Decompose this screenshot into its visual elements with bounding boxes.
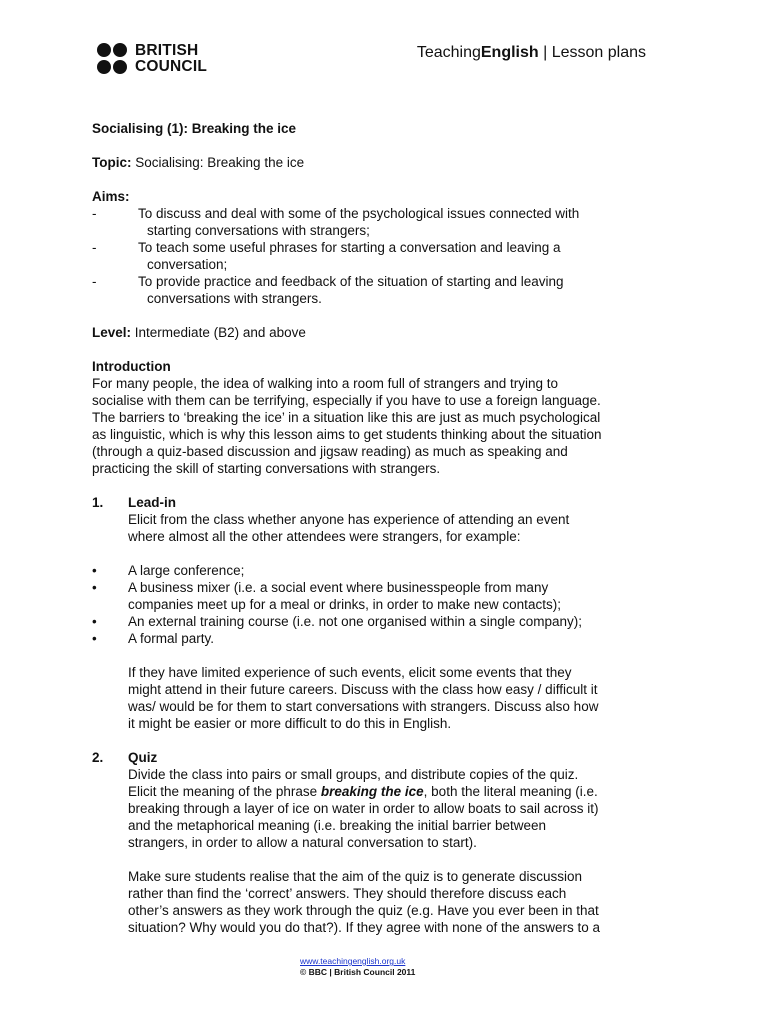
section-2-line: situation? Why would you do that?). If they agree with none of the answers to a bbox=[128, 920, 601, 935]
logo-wordmark bbox=[135, 43, 207, 74]
bullet-item bbox=[92, 613, 682, 630]
bullet-icon: • bbox=[92, 580, 97, 595]
bullet-text-cont: companies meet up for a meal or drinks, in order to make new contacts); bbox=[128, 597, 561, 612]
intro-heading: Introduction bbox=[92, 359, 171, 374]
bullet-icon: • bbox=[92, 631, 97, 646]
section-1-line: Elicit from the class whether anyone has experience of attending an event bbox=[128, 512, 570, 527]
section-2-line: Make sure students realise that the aim of the quiz is to generate discussion bbox=[128, 869, 582, 884]
aim-dash: - bbox=[92, 274, 97, 289]
bullet-text: An external training course (i.e. not one organised within a single company); bbox=[128, 614, 583, 629]
aim-dash: - bbox=[92, 240, 97, 255]
aim-text-cont: conversations with strangers. bbox=[147, 291, 322, 306]
text-fragment: Elicit the meaning of the phrase bbox=[128, 784, 321, 799]
section-2-line: and the metaphorical meaning (i.e. breaking the initial barrier between bbox=[128, 818, 546, 833]
aim-text: To provide practice and feedback of the situation of starting and leaving bbox=[138, 274, 564, 289]
intro-line: (through a quiz-based discussion and jigsaw reading) as much as speaking and bbox=[92, 444, 568, 459]
intro-line: The barriers to ‘breaking the ice’ in a situation like this are just as much psychological bbox=[92, 410, 601, 425]
followup-line: might attend in their future careers. Discuss with the class how easy / difficult it bbox=[128, 682, 598, 697]
topic-line bbox=[92, 154, 682, 171]
intro-line: socialise with them can be terrifying, especially if you have to use a foreign language. bbox=[92, 393, 601, 408]
logo-dots-icon bbox=[97, 43, 127, 75]
logo-line-1: BRITISH bbox=[135, 42, 199, 59]
section-title: Quiz bbox=[128, 750, 158, 765]
section-1-followup bbox=[92, 664, 682, 732]
intro-line: For many people, the idea of walking into a room full of strangers and trying to bbox=[92, 376, 559, 391]
section-number: 2. bbox=[92, 750, 104, 765]
section-2-line: Divide the class into pairs or small groups, and distribute copies of the quiz. bbox=[128, 767, 579, 782]
examples-list bbox=[92, 562, 682, 647]
bullet-item bbox=[92, 630, 682, 647]
aim-item bbox=[92, 273, 682, 290]
bullet-text: A large conference; bbox=[128, 563, 245, 578]
level-label: Level: bbox=[92, 325, 132, 340]
followup-line: If they have limited experience of such events, elicit some events that they bbox=[128, 665, 572, 680]
document-body bbox=[92, 120, 682, 936]
logo-line-2: COUNCIL bbox=[135, 57, 208, 75]
bullet-item bbox=[92, 579, 682, 596]
level-line bbox=[92, 324, 682, 341]
aim-text-cont: conversation; bbox=[147, 257, 228, 272]
section-1-heading bbox=[92, 494, 682, 511]
bullet-icon: • bbox=[92, 563, 97, 578]
level-value: Intermediate (B2) and above bbox=[131, 325, 306, 340]
footer-copyright: © BBC | British Council 2011 bbox=[300, 967, 416, 977]
intro-paragraph bbox=[92, 375, 682, 477]
aim-text: To teach some useful phrases for starting a conversation and leaving a bbox=[138, 240, 561, 255]
aim-text: To discuss and deal with some of the psychological issues connected with bbox=[138, 206, 580, 221]
section-number: 1. bbox=[92, 495, 104, 510]
text-fragment: , both the literal meaning (i.e. bbox=[423, 784, 598, 799]
section-1-line: where almost all the other attendees were strangers, for example: bbox=[128, 529, 521, 544]
aims-label: Aims: bbox=[92, 189, 130, 204]
followup-line: it might be easier or more difficult to do this in English. bbox=[128, 716, 452, 731]
section-2-line: other’s answers as they work through the quiz (e.g. Have you ever been in that bbox=[128, 903, 599, 918]
intro-line: practicing the skill of starting conversations with strangers. bbox=[92, 461, 441, 476]
footer-url-link[interactable]: www.teachingenglish.org.uk bbox=[300, 956, 406, 966]
bullet-icon: • bbox=[92, 614, 97, 629]
emphasised-phrase: breaking the ice bbox=[320, 784, 424, 799]
aims-list bbox=[92, 205, 682, 307]
aim-dash: - bbox=[92, 206, 97, 221]
followup-line: was/ would be for them to start conversations with strangers. Discuss also how bbox=[128, 699, 599, 714]
bullet-item bbox=[92, 562, 682, 579]
brand-english: English bbox=[480, 44, 539, 61]
brand-teaching: Teaching bbox=[416, 44, 481, 61]
aim-item bbox=[92, 239, 682, 256]
header-brand bbox=[417, 44, 646, 62]
topic-value: Socialising: Breaking the ice bbox=[131, 155, 305, 170]
section-2-line bbox=[92, 783, 682, 800]
page-title: Socialising (1): Breaking the ice bbox=[92, 121, 297, 136]
bullet-text: A formal party. bbox=[128, 631, 215, 646]
section-2-heading bbox=[92, 749, 682, 766]
intro-line: as linguistic, which is why this lesson aims to get students thinking about the situation bbox=[92, 427, 602, 442]
aim-text-cont: starting conversations with strangers; bbox=[147, 223, 370, 238]
bullet-text: A business mixer (i.e. a social event where businesspeople from many bbox=[128, 580, 549, 595]
brand-lesson-plans: | Lesson plans bbox=[538, 44, 646, 61]
section-2-line: strangers, in order to allow a natural conversation to start). bbox=[128, 835, 477, 850]
section-title: Lead-in bbox=[128, 495, 177, 510]
section-2-line: breaking through a layer of ice on water in order to allow boats to sail across it) bbox=[128, 801, 599, 816]
topic-label: Topic: bbox=[92, 155, 132, 170]
section-2-line: rather than find the ‘correct’ answers. They should therefore discuss each bbox=[128, 886, 567, 901]
aim-item bbox=[92, 205, 682, 222]
